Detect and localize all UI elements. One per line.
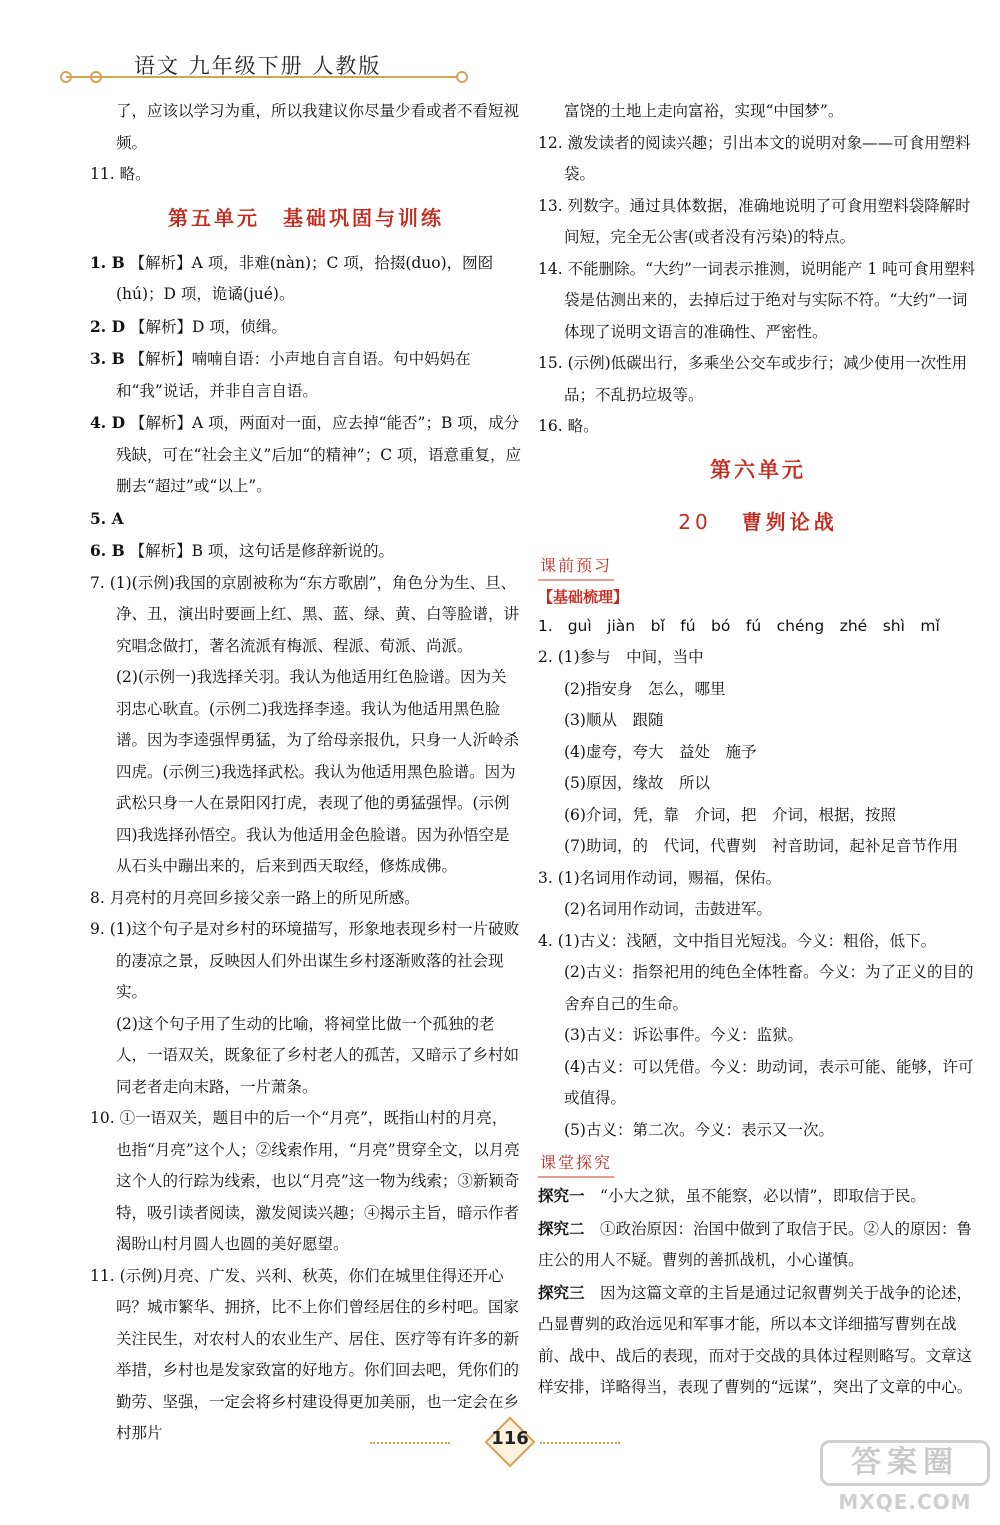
left-column xyxy=(90,96,522,1450)
explore-item xyxy=(538,1213,978,1277)
lesson-number: 20 xyxy=(678,509,712,534)
answer-item: 9. (1)这个句子是对乡村的环境描写，形象地表现乡村一片破败的凄凉之景，反映因人们外出谋生乡村逐渐败落的社会现实。 xyxy=(90,920,520,1001)
answer-text: 【解析】A 项，两面对一面，应去掉“能否”；B 项，成分残缺，可在“社会主义”后加“的精神”；C 项，语意重复，应删去“超过”或“以上”。 xyxy=(116,414,521,495)
answer-item xyxy=(90,343,522,407)
answer-item: 10. ①一语双关，题目中的后一个“月亮”，既指山村的月亮，也指“月亮”这个人；②线索作用，“月亮”贯穿全文，以月亮这个人的行踪为线索，也以“月亮”这一物为线索；③新颖奇特，吸引读者阅读，激发阅读兴趣；④揭示主旨，暗示作者渴盼山村月圆人也圆的美好愿望。 xyxy=(90,1109,520,1253)
answer-item: 15. (示例)低碳出行，多乘坐公交车或步行；减少使用一次性用品；不乱扔垃圾等。 xyxy=(538,354,968,404)
answer-item xyxy=(90,311,522,344)
answer-subitem: (4)古义：可以凭借。今义：助动词，表示可能、能够，许可或值得。 xyxy=(564,1057,974,1107)
explore-item xyxy=(538,1277,978,1404)
explore-text: 因为这篇文章的主旨是通过记叙曹刿关于战争的论述，凸显曹刿的政治远见和军事才能，所以本文详细描写曹刿在战前、战中、战后的表现，而对于交战的具体过程则略写。文章这样安排，详略得当，表现了曹刿的“远谋”，突出了文章的中心。 xyxy=(538,1283,973,1396)
answer-item: 13. 列数字。通过具体数据，准确地说明了可食用塑料袋降解时间短，完全无公害(或者没有污染)的特点。 xyxy=(538,196,971,246)
answer-subitem: (5)古义：第二次。今义：表示又一次。 xyxy=(564,1120,834,1139)
answer-subitem: (2)这个句子用了生动的比喻，将祠堂比做一个孤独的老人，一语双关，既象征了乡村老人的孤苦，又暗示了乡村如同老者走向末路，一片萧条。 xyxy=(116,1014,520,1096)
answer-item: 2. (1)参与 中间，当中 xyxy=(538,648,704,666)
answer-item: 11. 略。 xyxy=(90,165,151,183)
answer-subitems xyxy=(538,674,978,863)
watermark-logo xyxy=(820,1440,990,1516)
answer-number: 4. D xyxy=(90,413,126,432)
answer-number: 1. B xyxy=(90,252,125,272)
answer-subitem: (6)介词，凭，靠 介词，把 介词，根据，按照 xyxy=(564,805,896,824)
answer-subitem: (2)指安身 怎么，哪里 xyxy=(564,679,726,698)
answer-number: 3. B xyxy=(90,349,125,368)
unit-heading: 第六单元 xyxy=(710,457,806,482)
explore-label: 探究三 xyxy=(538,1282,585,1302)
explore-label: 探究一 xyxy=(538,1186,585,1205)
answer-item: 3. (1)名词用作动词，赐福，保佑。 xyxy=(538,868,782,887)
answer-subitem: (3)古义：诉讼事件。今义：监狱。 xyxy=(564,1026,803,1044)
header-title: 语文 九年级下册 人教版 xyxy=(134,54,382,78)
answer-item: 14. 不能删除。“大约”一词表示推测，说明能产 1 吨可食用塑料袋是估测出来的，去掉后过于绝对与实际不符。“大约”一词体现了说明文语言的准确性、严密性。 xyxy=(538,259,976,341)
explore-text: “小大之狱，虽不能察，必以情”，即取信于民。 xyxy=(600,1187,926,1205)
answer-number: 2. D xyxy=(90,316,126,336)
watermark-url: MXQE.COM xyxy=(838,1490,972,1514)
pinyin-answer: 1. guì jiàn bǐ fú bó fú chéng zhé shì mǐ xyxy=(538,616,940,635)
answer-number: 6. B xyxy=(90,541,125,560)
explore-text: ①政治原因：治国中做到了取信于民。②人的原因：鲁庄公的用人不疑。曹刿的善抓战机，小心谨慎。 xyxy=(538,1219,973,1269)
answer-subitem: (5)原因，缘故 所以 xyxy=(564,774,710,792)
basic-review-label: 【基础梳理】 xyxy=(538,587,629,606)
answer-text: 【解析】喃喃自语：小声地自言自语。句中妈妈在和“我”说话，并非自言自语。 xyxy=(116,350,471,400)
section-tab-preview: 课前预习 xyxy=(538,553,614,581)
footer-dotted-line xyxy=(370,1442,450,1444)
page-header xyxy=(60,44,480,90)
page-number: 116 xyxy=(491,1428,529,1449)
answer-text: 【解析】D 项，侦缉。 xyxy=(129,317,287,336)
watermark-badge: 答案圈 xyxy=(820,1440,990,1486)
answer-subitem: (7)助词，的 代词，代曹刿 衬音助词，起补足音节作用 xyxy=(564,837,958,855)
page-footer xyxy=(440,1418,600,1468)
header-ornament-dot xyxy=(456,71,468,83)
explore-item xyxy=(538,1180,978,1213)
continuation-text: 了，应该以学习为重，所以我建议你尽量少看或者不看短视频。 xyxy=(116,102,520,152)
answer-subitem: (2)名词用作动词，击鼓进军。 xyxy=(564,900,772,918)
answer-item: 8. 月亮村的月亮回乡接父亲一路上的所见所感。 xyxy=(90,888,420,907)
answer-item: 7. (1)(示例)我国的京剧被称为“东方歌剧”，角色分为生、旦、净、丑，演出时要画上红、黑、蓝、绿、黄、白等脸谱，讲究唱念做打，著名流派有梅派、程派、荀派、尚派。 xyxy=(90,573,520,655)
answer-item: 12. 激发读者的阅读兴趣；引出本文的说明对象——可食用塑料袋。 xyxy=(538,133,971,183)
answer-subitem: (2)古义：指祭祀用的纯色全体牲畜。今义：为了正义的目的舍弃自己的生命。 xyxy=(564,963,974,1013)
answer-item xyxy=(90,407,522,503)
right-column xyxy=(538,96,978,1404)
answer-item: 11. (示例)月亮、广发、兴利、秋英，你们在城里住得还开心吗？城市繁华、拥挤，比不上你们曾经居住的乡村吧。国家关注民生，对农村人的农业生产、居住、医疗等有许多的新举措，乡村也是发家致富的好地方。你们回去吧，凭你们的勤劳、坚强，一定会将乡村建设得更加美丽，也一定会在乡村那片 xyxy=(90,1266,520,1442)
continuation-text: 富饶的土地上走向富裕，实现“中国梦”。 xyxy=(564,102,844,120)
answer-item: 4. (1)古义：浅陋，文中指目光短浅。今义：粗俗，低下。 xyxy=(538,931,937,950)
lesson-title: 曹刿论战 xyxy=(741,509,838,534)
answer-subitem: (3)顺从 跟随 xyxy=(564,711,664,729)
answer-text: 【解析】B 项，这句话是修辞新说的。 xyxy=(129,542,394,560)
lesson-heading xyxy=(538,499,978,545)
answer-item xyxy=(90,503,522,536)
answer-subitem: (4)虚夸，夸大 益处 施予 xyxy=(564,742,757,761)
unit-heading: 第五单元 基础巩固与训练 xyxy=(168,205,444,230)
footer-dotted-line xyxy=(540,1442,620,1444)
answer-item: 16. 略。 xyxy=(538,417,599,435)
answer-subitem: (2)(示例一)我选择关羽。我认为他适用红色脸谱。因为关羽忠心耿直。(示例二)我选择李逵。我认为他适用黑色脸谱。因为李逵强悍勇猛，为了给母亲报仇，只身一人沂岭杀四虎。(示例三)我选择武松。我认为他适用黑色脸谱。因为武松只身一人在景阳冈打虎，表现了他的勇猛强悍。(示例四)我选择孙悟空。我认为他适用金色脸谱。因为孙悟空是从石头中蹦出来的，后来到西天取经，修炼成佛。 xyxy=(116,668,520,875)
section-tab-classroom: 课堂探究 xyxy=(538,1150,614,1178)
answer-item xyxy=(90,535,522,568)
answer-number: 5. A xyxy=(90,508,124,528)
explore-label: 探究二 xyxy=(538,1218,585,1238)
answer-text: 【解析】A 项，非难(nàn)；C 项，拾掇(duo)，囫囵(hú)；D 项，诡谲(jué)。 xyxy=(116,253,494,303)
answer-item xyxy=(90,247,522,311)
